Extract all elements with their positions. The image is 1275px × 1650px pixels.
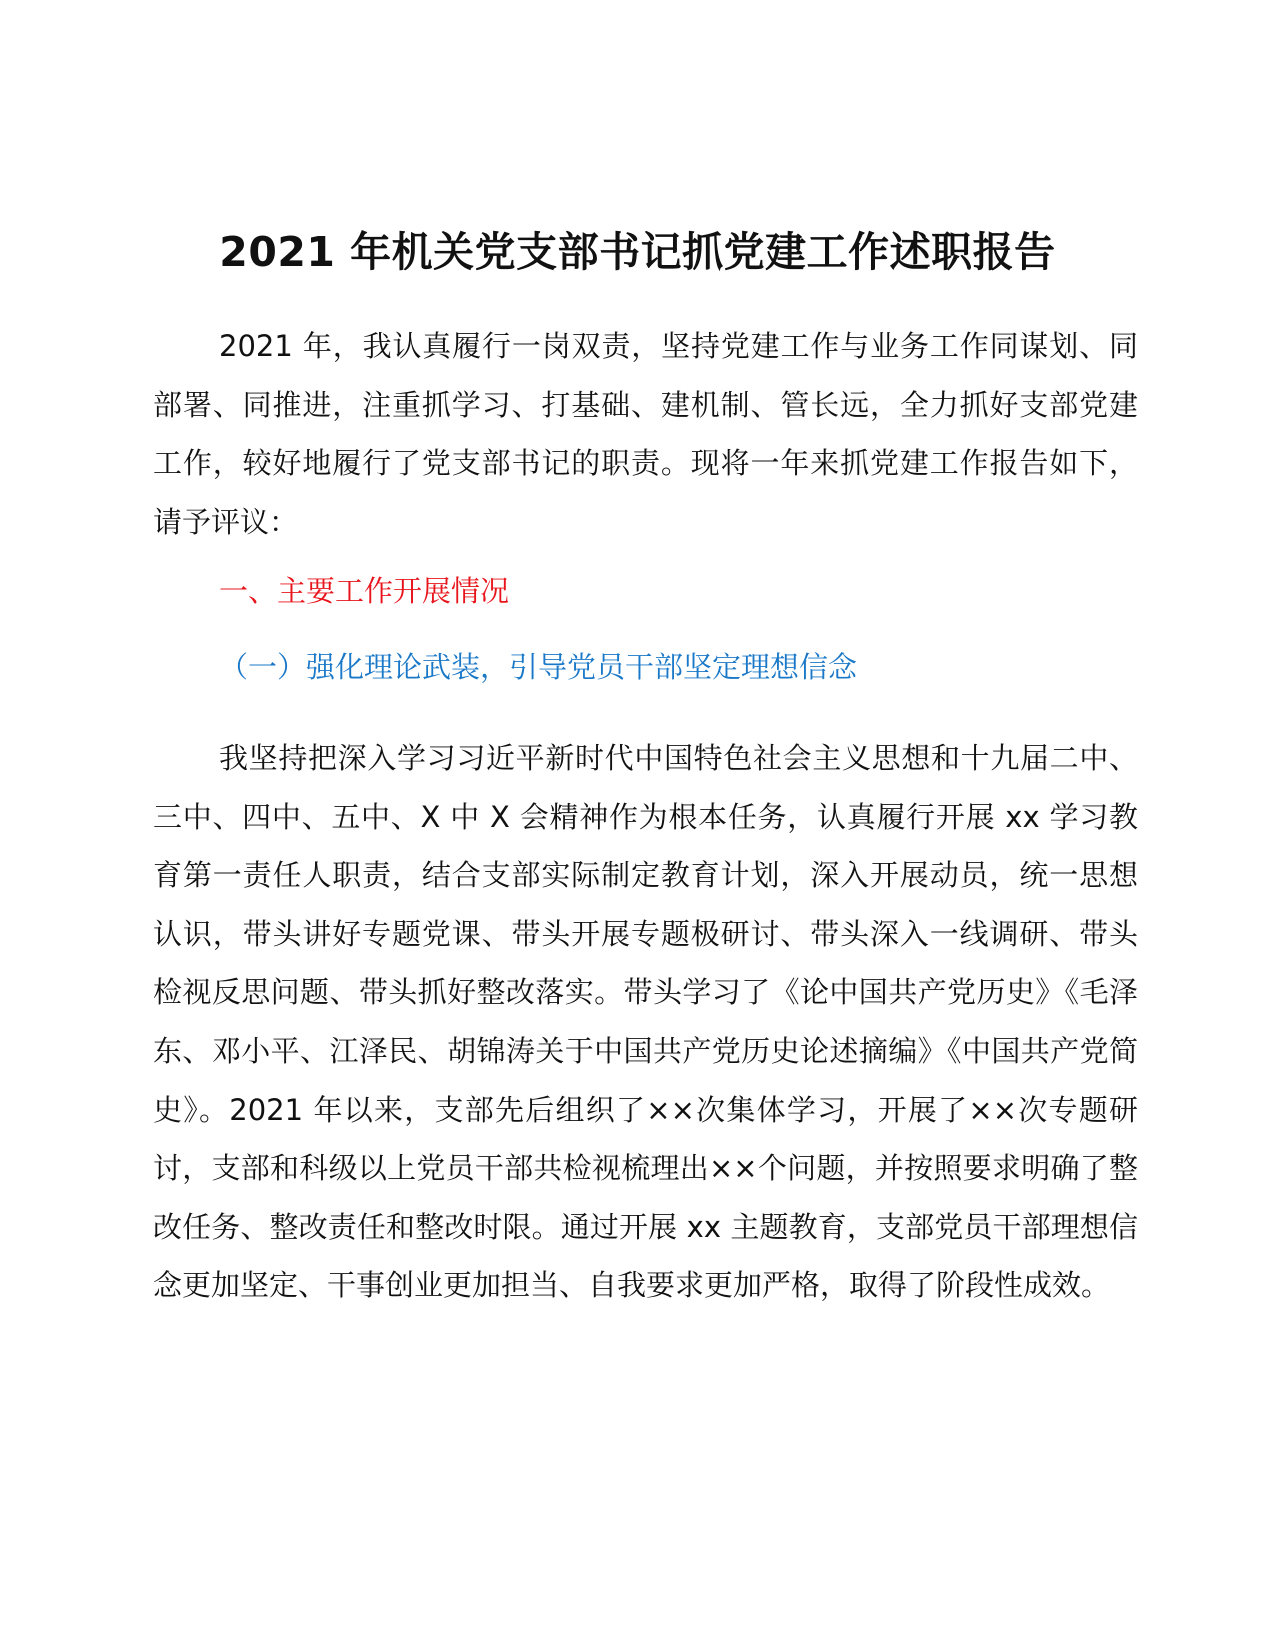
document-title: 2021 年机关党支部书记抓党建工作述职报告 — [219, 228, 1056, 276]
subsection-heading: （一）强化理论武装，引导党员干部坚定理想信念 — [219, 650, 858, 684]
intro-paragraph: 2021 年，我认真履行一岗双责，坚持党建工作与业务工作同谋划、同部署、同推进，注重抓学习、打基础、建机制、管长远，全力抓好支部党建工作，较好地履行了党支部书记的职责。现将一年来抓党建工作报告如下，请予评议： — [153, 329, 1138, 539]
body-paragraph: 我坚持把深入学习习近平新时代中国特色社会主义思想和十九届二中、三中、四中、五中、X 中 X 会精神作为根本任务，认真履行开展 xx 学习教育第一责任人职责，结合支部实际制定教育计划，深入开展动员，统一思想认识，带头讲好专题党课、带头开展专题极研讨、带头深入一线调研、带头检视反思问题、带头抓好整改落实。带头学习了《论中国共产党历史》《毛泽东、邓小平、江泽民、胡锦涛关于中国共产党历史论述摘编》《中国共产党简史》。2021 年以来，支部先后组织了××次集体学习，开展了××次专题研讨，支部和科级以上党员干部共检视梳理出××个问题，并按照要求明确了整改任务、整改责任和整改时限。通过开展 xx 主题教育，支部党员干部理想信念更加坚定、干事创业更加担当、自我要求更加严格，取得了阶段性成效。 — [153, 741, 1138, 1303]
section-heading: 一、主要工作开展情况 — [219, 574, 510, 608]
